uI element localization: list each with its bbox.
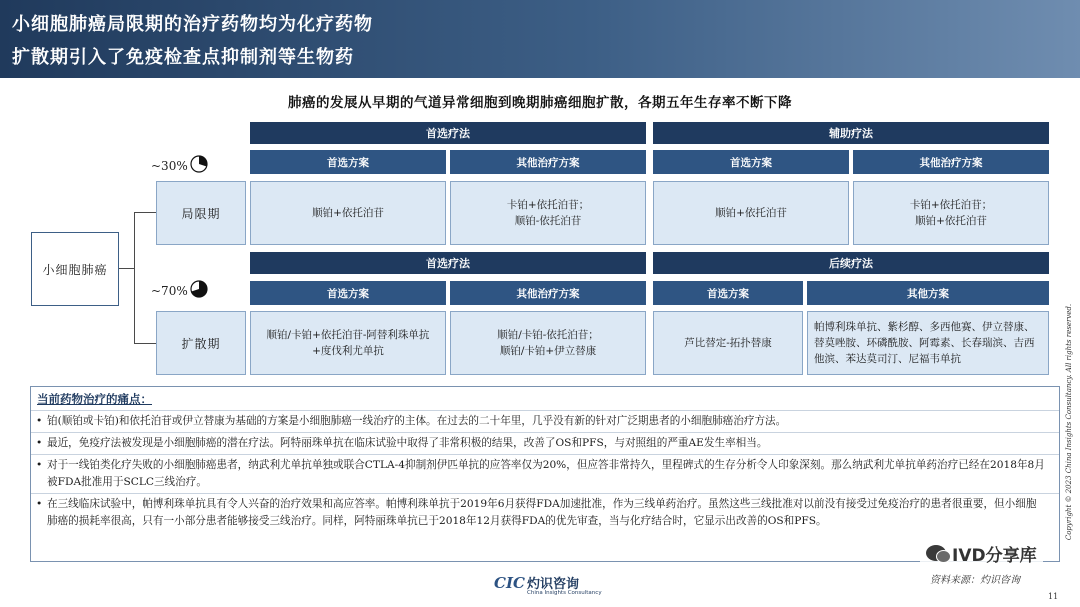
- limited-col1-cell: 顺铂+依托泊苷: [250, 181, 446, 245]
- page-number: 11: [1048, 592, 1059, 601]
- bullet-marker: •: [36, 459, 43, 471]
- connector-line: [134, 343, 156, 344]
- extensive-group-subsequent: 后续疗法: [653, 252, 1049, 274]
- extensive-col4-cell: 帕博利珠单抗、紫杉醇、多西他赛、伊立替康、替莫唑胺、环磷酰胺、阿霉素、长春瑞滨、吉西他滨、苯达莫司汀、尼福韦单抗: [807, 311, 1049, 375]
- pain-point-text: 最近，免疫疗法被发现是小细胞肺癌的潜在疗法。阿特丽珠单抗在临床试验中取得了非常积极的结果，改善了OS和PFS，与对照组的严重AE发生率相当。: [47, 437, 768, 449]
- bullet-marker: •: [36, 415, 43, 427]
- diagram-subtitle: 肺癌的发展从早期的气道异常细胞到晚期肺癌细胞扩散，各期五年生存率不断下降: [288, 95, 792, 111]
- pain-point-item: [31, 493, 1059, 532]
- copyright-notice: [1062, 300, 1076, 550]
- pain-point-item: [31, 432, 1059, 454]
- wechat-watermark-text: IVD分享库: [952, 545, 1037, 566]
- limited-col1-header: 首选方案: [250, 150, 446, 174]
- connector-line: [119, 268, 134, 269]
- limited-col2-header: 其他治疗方案: [450, 150, 646, 174]
- pain-points-title: 当前药物治疗的痛点：: [37, 392, 152, 406]
- extensive-group-preferred: 首选疗法: [250, 252, 646, 274]
- bullet-marker: •: [36, 437, 43, 449]
- extensive-col1-cell: 顺铂/卡铂+依托泊苷-阿替利珠单抗+度伐利尤单抗: [250, 311, 446, 375]
- title-banner: [0, 0, 1080, 78]
- extensive-col2-header: 其他治疗方案: [450, 281, 646, 305]
- limited-share-label: ~30%: [151, 159, 188, 173]
- limited-col4-header: 其他治疗方案: [853, 150, 1049, 174]
- pain-points-panel: [30, 386, 1060, 562]
- limited-col4-cell: 卡铂+依托泊苷； 顺铂+依托泊苷: [853, 181, 1049, 245]
- stage-extensive: 扩散期: [156, 311, 246, 375]
- limited-group-preferred: 首选疗法: [250, 122, 646, 144]
- company-logo: [494, 574, 604, 600]
- extensive-col3-header: 首选方案: [653, 281, 803, 305]
- logo-mark: CIC: [494, 574, 525, 592]
- pain-point-text: 对于一线铂类化疗失败的小细胞肺癌患者，纳武利尤单抗单独或联合CTLA-4抑制剂伊匹单抗的应答率仅为20%，但应答非常持久，里程碑式的生存分析令人印象深刻。那么纳武利尤单抗单药治疗已经在2018年8月被FDA批准用于SCLC三线治疗。: [47, 459, 1045, 488]
- extensive-col3-cell: 芦比替定-拓扑替康: [653, 311, 803, 375]
- extensive-col4-header: 其他方案: [807, 281, 1049, 305]
- page-title-line-2: 扩散期引入了免疫检查点抑制剂等生物药: [12, 47, 354, 68]
- root-node-sclc: 小细胞肺癌: [31, 232, 119, 306]
- logo-name-en: China Insights Consultancy: [527, 590, 602, 596]
- extensive-col2-cell: 顺铂/卡铂-依托泊苷； 顺铂/卡铂+伊立替康: [450, 311, 646, 375]
- limited-col3-header: 首选方案: [653, 150, 849, 174]
- limited-col3-cell: 顺铂+依托泊苷: [653, 181, 849, 245]
- pie-30-icon: [190, 155, 208, 173]
- pie-70-icon: [190, 280, 208, 298]
- limited-col2-cell: 卡铂+依托泊苷； 顺铂-依托泊苷: [450, 181, 646, 245]
- logo-name-cn: 灼识咨询: [527, 577, 580, 592]
- wechat-icon: [926, 545, 946, 561]
- source-note: 资料来源：灼识咨询: [930, 575, 1020, 586]
- wechat-watermark: [920, 540, 1043, 566]
- pain-point-text: 铂(顺铂或卡铂)和依托泊苷或伊立替康为基础的方案是小细胞肺癌一线治疗的主体。在过去的二十年里，几乎没有新的针对广泛期患者的小细胞肺癌治疗方法。: [47, 415, 787, 427]
- stage-limited: 局限期: [156, 181, 246, 245]
- extensive-col1-header: 首选方案: [250, 281, 446, 305]
- connector-line: [134, 212, 135, 343]
- limited-group-adjuvant: 辅助疗法: [653, 122, 1049, 144]
- connector-line: [134, 212, 156, 213]
- bullet-marker: •: [36, 498, 43, 510]
- copyright-text: Copyright © 2023 China Insights Consultancy. All rights reserved.: [1065, 303, 1073, 541]
- extensive-share-label: ~70%: [151, 284, 188, 298]
- pain-point-text: 在三线临床试验中，帕博利珠单抗具有令人兴奋的治疗效果和高应答率。帕博利珠单抗于2019年6月获得FDA加速批准，作为三线单药治疗。虽然这些三线批准对以前没有接受过免疫治疗的患者很重要，但小细胞肺癌的损耗率很高，只有一小部分患者能够接受三线治疗。同样，阿特丽珠单抗已于2018年12月获得FDA的优先审查，当与化疗结合时，它显示出改善的OS和PFS。: [47, 498, 1037, 527]
- pain-point-item: [31, 410, 1059, 432]
- page-title-line-1: 小细胞肺癌局限期的治疗药物均为化疗药物: [12, 14, 373, 35]
- pain-point-item: [31, 454, 1059, 493]
- pain-points-list: [31, 410, 1059, 532]
